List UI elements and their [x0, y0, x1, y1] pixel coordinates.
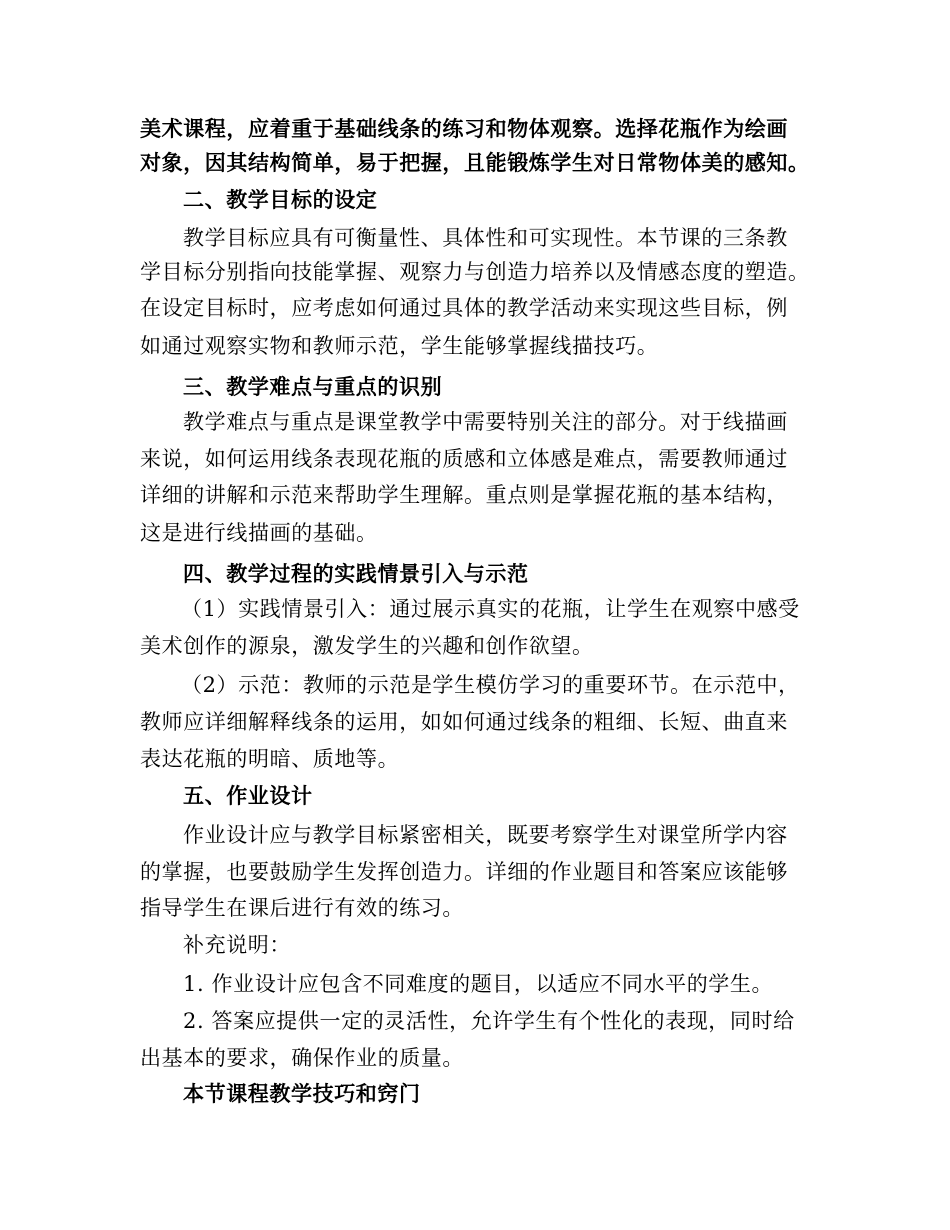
paragraph-line: 教学目标应具有可衡量性、具体性和可实现性。本节课的三条教: [183, 226, 788, 250]
section-heading: 本节课程教学技巧和窍门: [183, 1081, 421, 1106]
paragraph-line: 对象，因其结构简单，易于把握，且能锻炼学生对日常物体美的感知。: [140, 150, 810, 175]
list-item: 2. 答案应提供一定的灵活性，允许学生有个性化的表现，同时给: [183, 1009, 795, 1033]
section-heading: 四、教学过程的实践情景引入与示范: [183, 561, 529, 586]
paragraph-line: 补充说明：: [183, 933, 291, 957]
section-heading: 二、教学目标的设定: [183, 187, 378, 212]
paragraph-line: 指导学生在课后进行有效的练习。: [140, 896, 464, 920]
paragraph-line: 教师应详细解释线条的运用，如如何通过线条的粗细、长短、曲直来: [140, 710, 788, 734]
paragraph-line: 来说，如何运用线条表现花瓶的质感和立体感是难点，需要教师通过: [140, 447, 788, 471]
paragraph-line: 如通过观察实物和教师示范，学生能够掌握线描技巧。: [140, 334, 659, 358]
section-heading: 三、教学难点与重点的识别: [183, 374, 443, 399]
paragraph-line: 的掌握，也要鼓励学生发挥创造力。详细的作业题目和答案应该能够: [140, 860, 788, 884]
paragraph-line: 在设定目标时，应考虑如何通过具体的教学活动来实现这些目标，例: [140, 296, 788, 320]
paragraph-line: （1）实践情景引入：通过展示真实的花瓶，让学生在观察中感受: [181, 597, 800, 621]
paragraph-line: 教学难点与重点是课堂教学中需要特别关注的部分。对于线描画: [183, 410, 788, 434]
paragraph-line: 作业设计应与教学目标紧密相关，既要考察学生对课堂所学内容: [183, 823, 788, 847]
paragraph-line: 美术创作的源泉，激发学生的兴趣和创作欲望。: [140, 634, 594, 658]
section-heading: 五、作业设计: [183, 783, 313, 808]
paragraph-line: 学目标分别指向技能掌握、观察力与创造力培养以及情感态度的塑造。: [140, 260, 810, 284]
paragraph-line: 这是进行线描画的基础。: [140, 521, 378, 545]
paragraph-line: 美术课程，应着重于基础线条的练习和物体观察。选择花瓶作为绘画: [140, 116, 788, 141]
paragraph-line: 表达花瓶的明暗、质地等。: [140, 747, 400, 771]
paragraph-line: 详细的讲解和示范来帮助学生理解。重点则是掌握花瓶的基本结构，: [140, 483, 788, 507]
paragraph-line: （2）示范：教师的示范是学生模仿学习的重要环节。在示范中，: [181, 673, 800, 697]
list-item: 1. 作业设计应包含不同难度的题目，以适应不同水平的学生。: [183, 972, 774, 996]
paragraph-line: 出基本的要求，确保作业的质量。: [140, 1046, 464, 1070]
